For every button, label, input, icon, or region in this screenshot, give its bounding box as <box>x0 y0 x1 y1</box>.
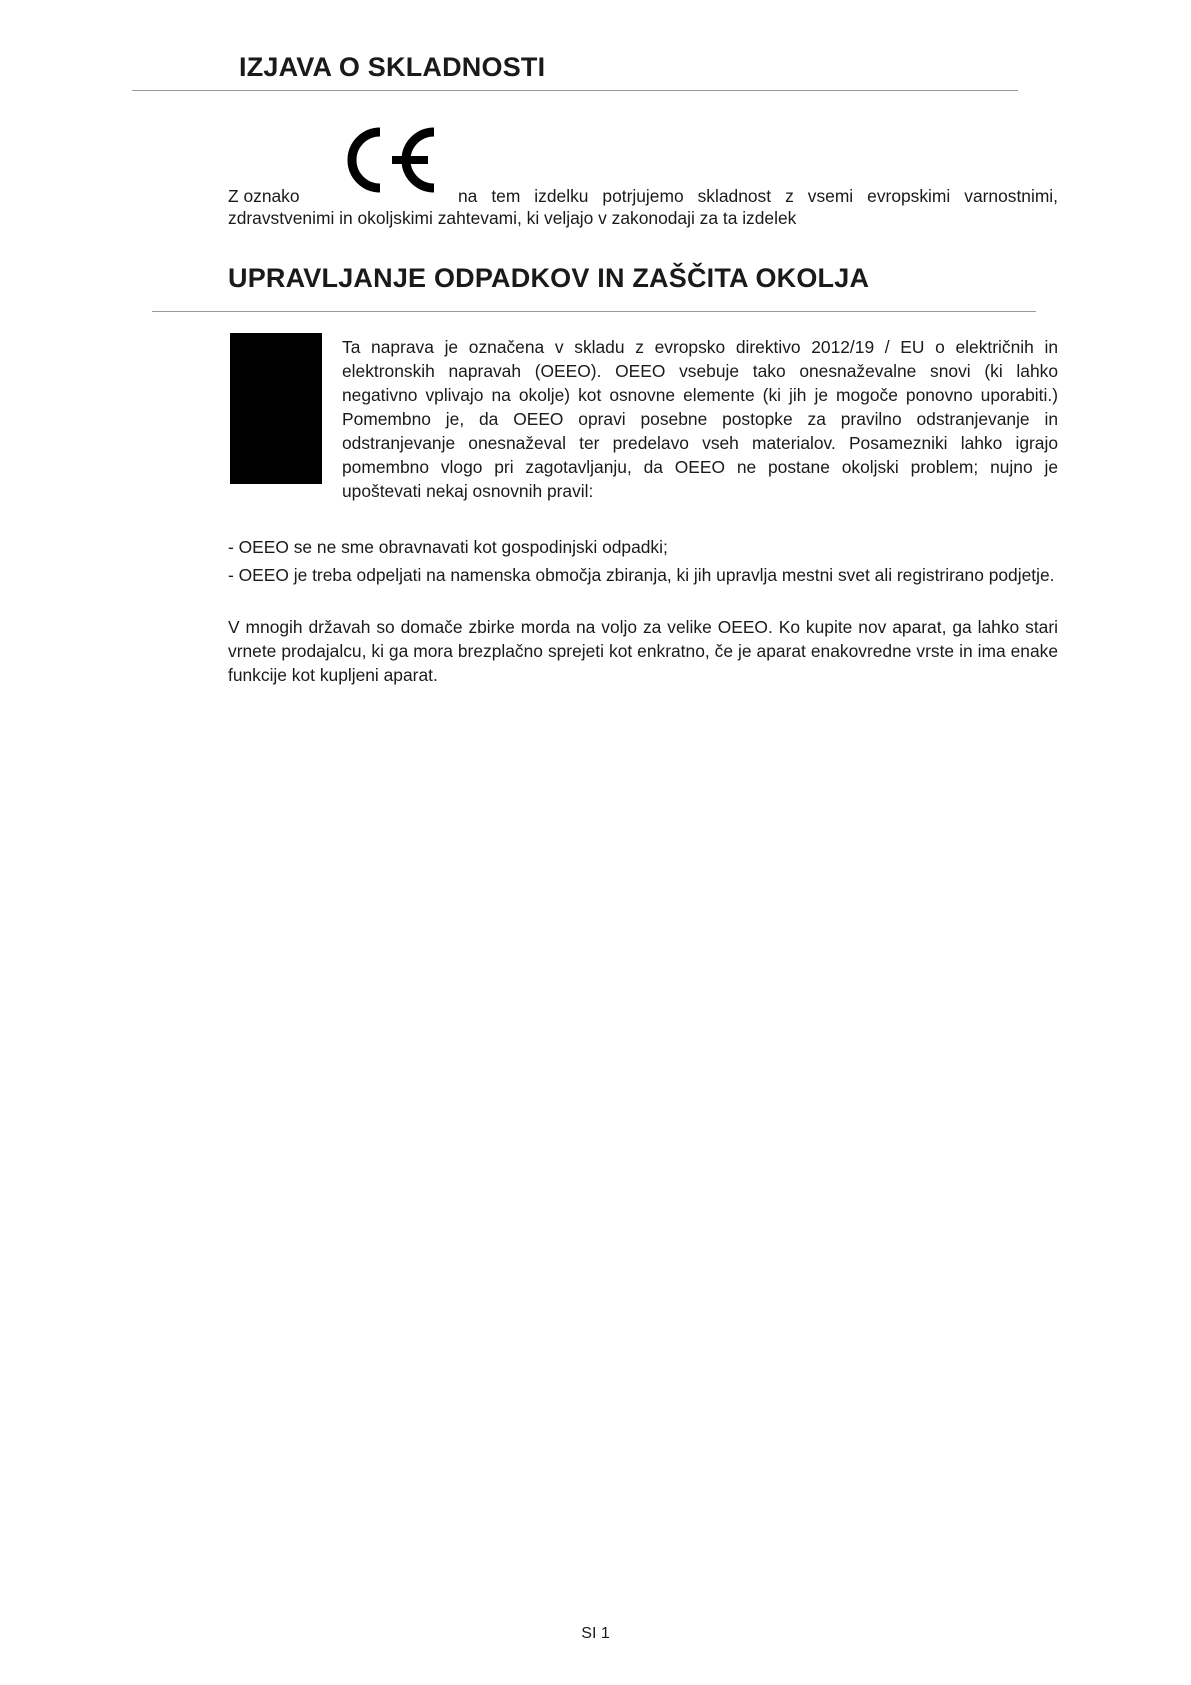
ce-text-after: na tem izdelku potrjujemo skladnost z vsemi evropskimi varnostnimi, <box>458 186 1058 206</box>
ce-text-line2: zdravstvenimi in okoljskimi zahtevami, ki veljajo v zakonodaji za ta izdelek <box>228 208 797 228</box>
page-number: SI 1 <box>581 1625 610 1642</box>
ce-statement <box>228 120 1058 206</box>
weee-heading: UPRAVLJANJE ODPADKOV IN ZAŠČITA OKOLJA <box>228 263 870 293</box>
conformity-heading: IZJAVA O SKLADNOSTI <box>239 52 546 82</box>
weee-rule-household: - OEEO se ne sme obravnavati kot gospodinjski odpadki; <box>228 537 668 557</box>
weee-rule-collection: - OEEO je treba odpeljati na namenska območja zbiranja, ki jih upravlja mestni svet ali registrirano podjetje. <box>228 565 1055 585</box>
conformity-divider <box>132 90 1018 91</box>
weee-closing-paragraph: V mnogih državah so domače zbirke morda na voljo za velike OEEO. Ko kupite nov aparat, ga lahko stari vrnete prodajalcu, ki ga mora brezplačno sprejeti kot enkratno, če je aparat enakovredne vrste in ima enake funkcije kot kupljeni aparat. <box>228 617 1058 685</box>
weee-intro-paragraph: Ta naprava je označena v skladu z evropsko direktivo 2012/19 / EU o električnih in elektronskih napravah (OEEO). OEEO vsebuje tako onesnaževalne snovi (ki lahko negativno vplivajo na okolje) kot osnovne elemente (ki jih je mogoče ponovno uporabiti.) Pomembno je, da OEEO opravi posebne postopke za pravilno odstranjevanje in odstranjevanje onesnaževal ter predelavo vseh materialov. Posamezniki lahko igrajo pomembno vlogo pri zagotavljanju, da OEEO ne postane okoljski problem; nujno je upoštevati nekaj osnovnih pravil: <box>342 337 1058 501</box>
ce-text-before: Z oznako <box>228 186 300 206</box>
weee-divider <box>152 311 1036 312</box>
weee-symbol-block <box>230 333 322 484</box>
ce-mark-icon <box>336 120 446 200</box>
